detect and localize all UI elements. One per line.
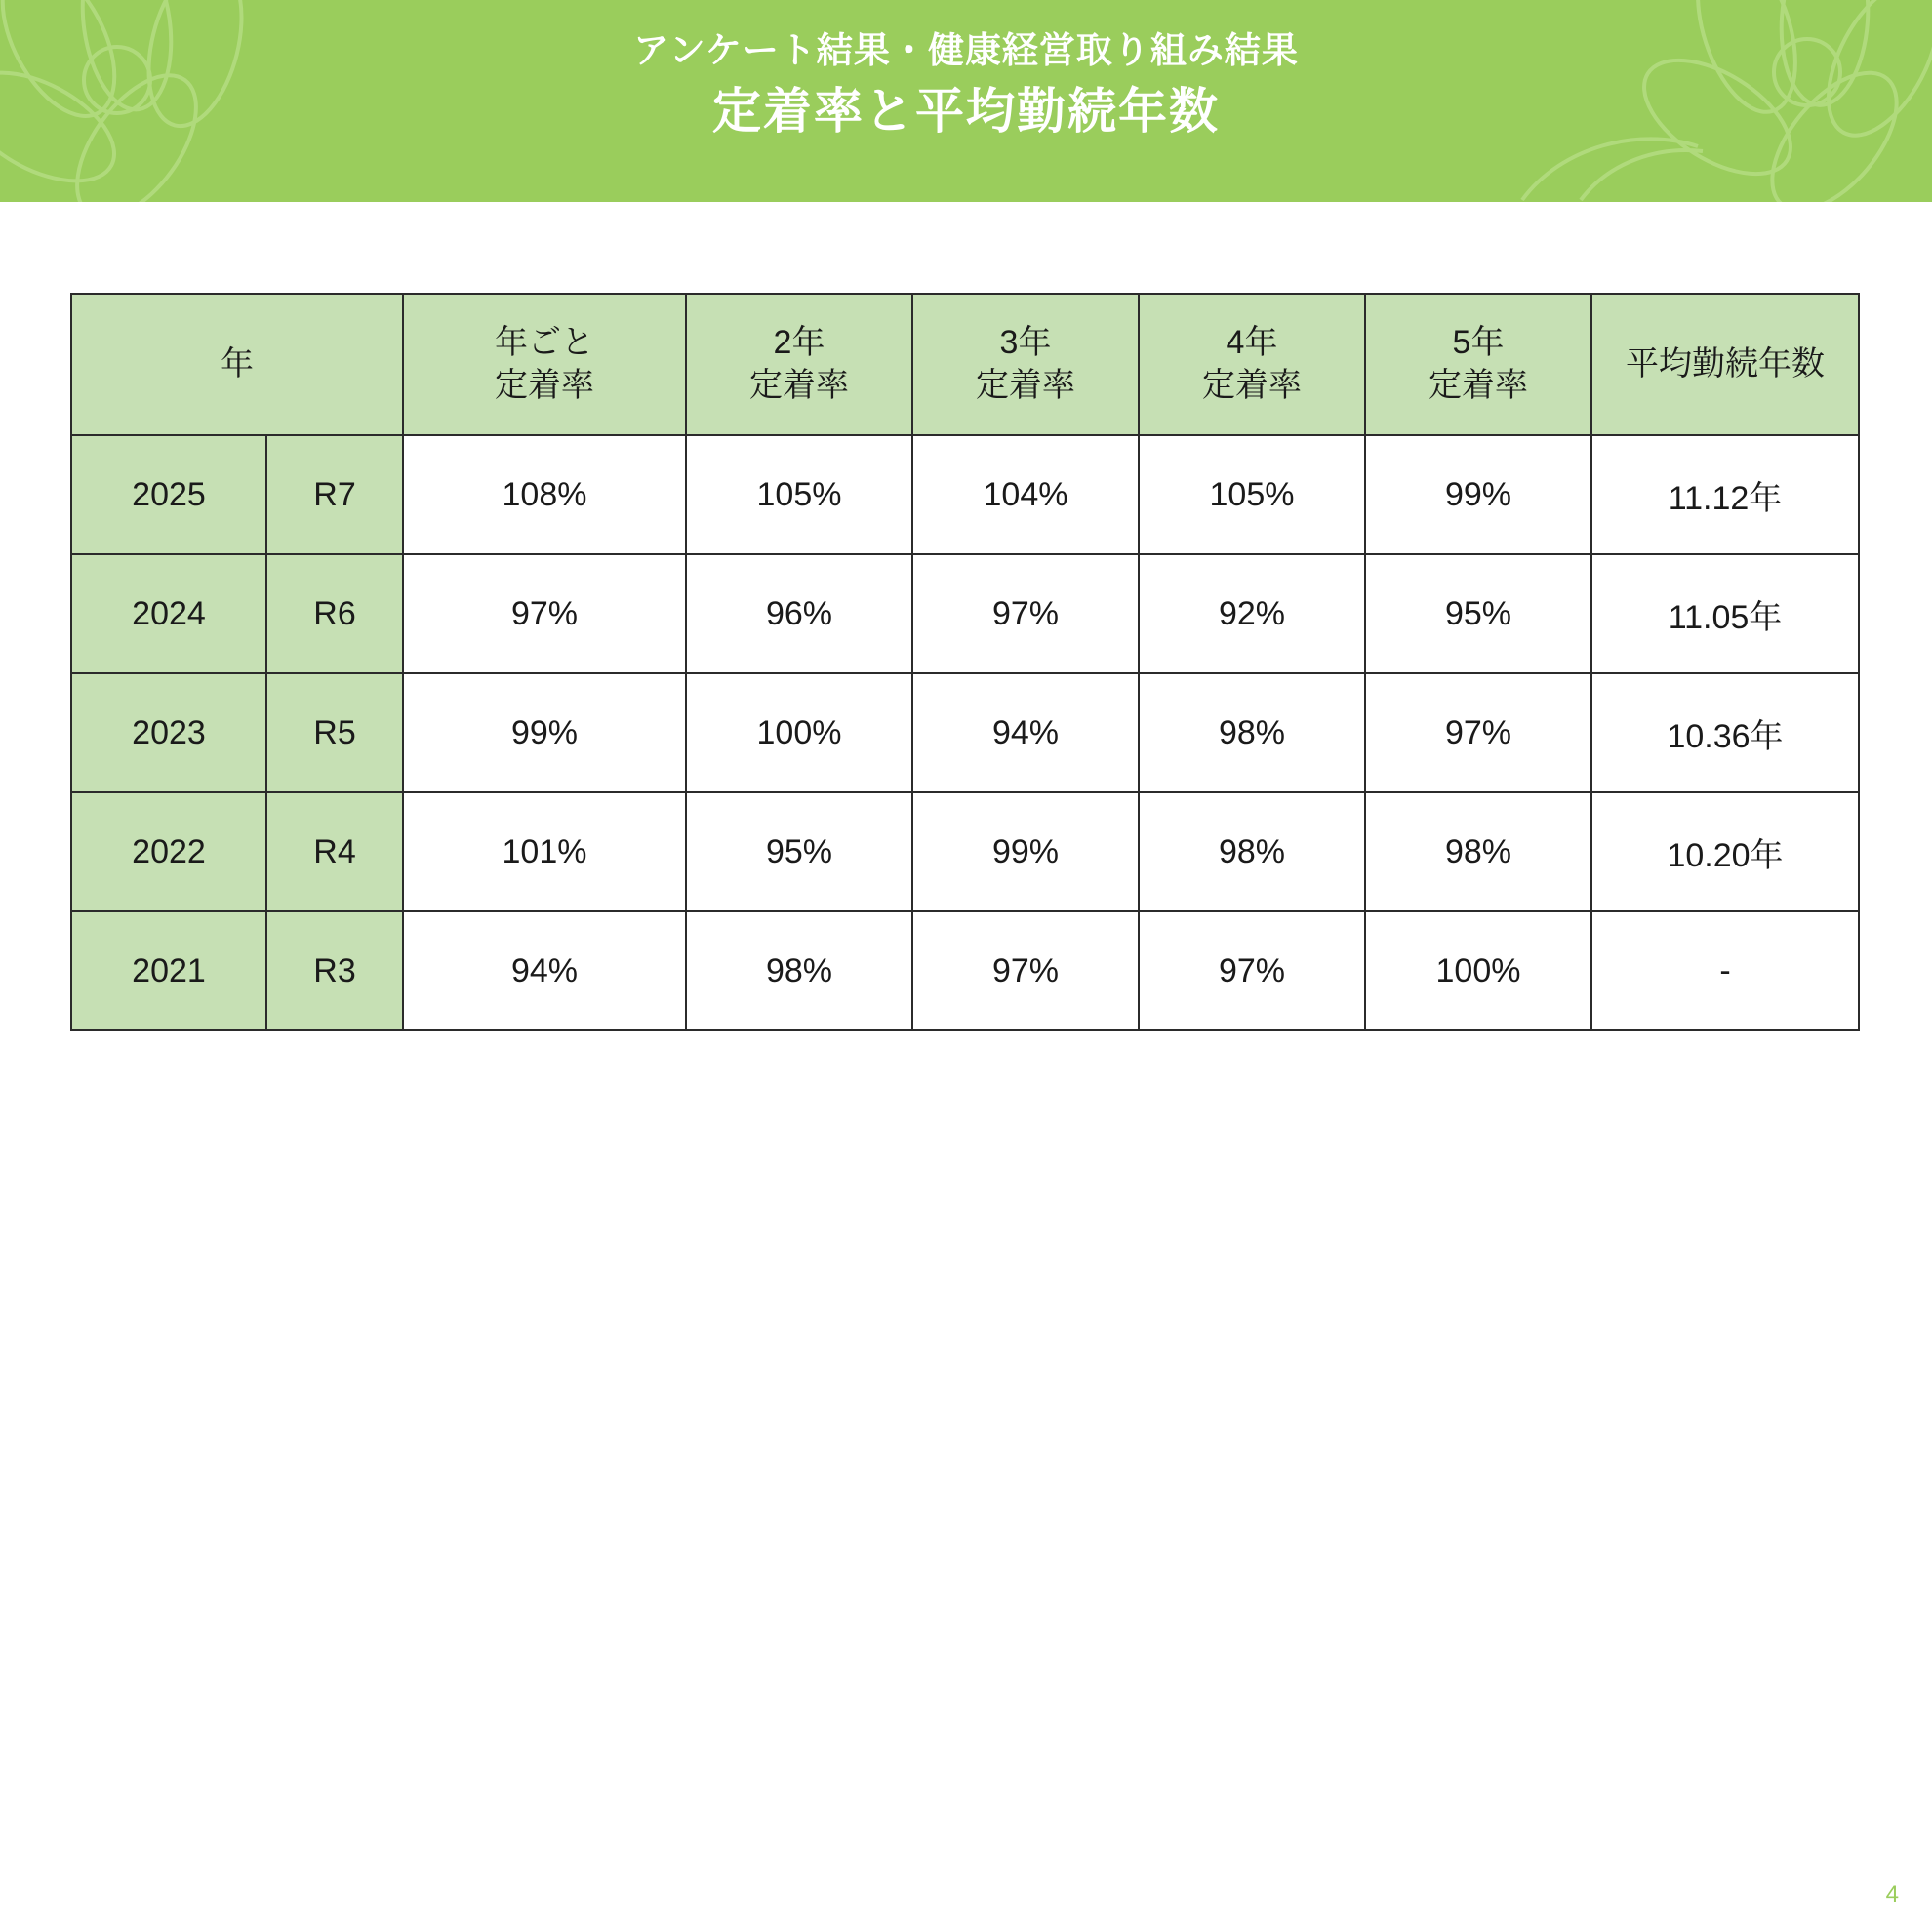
column-header-year-label: 年 [221, 344, 254, 382]
cell-year: 2024 [71, 554, 266, 673]
cell-era: R6 [266, 554, 403, 673]
column-header-rate-2y-sub: 定着率 [749, 366, 849, 404]
retention-table-container [70, 293, 1858, 1031]
cell-rate-3y: 97% [912, 911, 1139, 1030]
page-title: 定着率と平均勤続年数 [712, 84, 1220, 140]
cell-rate-yearly: 99% [403, 673, 686, 792]
retention-table [70, 293, 1860, 1031]
cell-year: 2023 [71, 673, 266, 792]
cell-rate-3y: 99% [912, 792, 1139, 911]
cell-rate-5y: 99% [1365, 435, 1591, 554]
table-row [71, 911, 1859, 1030]
column-header-rate-3y-label: 3年 [999, 323, 1052, 361]
cell-rate-2y: 100% [686, 673, 912, 792]
cell-year: 2021 [71, 911, 266, 1030]
cell-rate-2y: 96% [686, 554, 912, 673]
column-header-rate-yearly-sub: 定着率 [495, 366, 594, 404]
cell-rate-3y: 104% [912, 435, 1139, 554]
cell-avg-tenure: - [1591, 911, 1859, 1030]
table-row [71, 792, 1859, 911]
cell-rate-5y: 97% [1365, 673, 1591, 792]
column-header-year [71, 294, 403, 435]
cell-rate-4y: 98% [1139, 673, 1365, 792]
column-header-rate-5y [1365, 294, 1591, 435]
cell-rate-3y: 94% [912, 673, 1139, 792]
cell-rate-2y: 98% [686, 911, 912, 1030]
column-header-avg-tenure [1591, 294, 1859, 435]
cell-rate-2y: 105% [686, 435, 912, 554]
table-header-row [71, 294, 1859, 435]
header-title-group [0, 0, 1932, 143]
cell-year: 2022 [71, 792, 266, 911]
slide-header-banner [0, 0, 1932, 202]
cell-rate-2y: 95% [686, 792, 912, 911]
table-header [71, 294, 1859, 435]
column-header-rate-3y-sub: 定着率 [976, 366, 1075, 404]
column-header-rate-5y-label: 5年 [1452, 323, 1505, 361]
table-row [71, 673, 1859, 792]
cell-era: R5 [266, 673, 403, 792]
column-header-rate-5y-sub: 定着率 [1429, 366, 1528, 404]
cell-rate-4y: 105% [1139, 435, 1365, 554]
column-header-rate-4y [1139, 294, 1365, 435]
cell-year: 2025 [71, 435, 266, 554]
cell-era: R3 [266, 911, 403, 1030]
cell-rate-4y: 92% [1139, 554, 1365, 673]
column-header-rate-2y [686, 294, 912, 435]
cell-rate-yearly: 101% [403, 792, 686, 911]
cell-rate-4y: 98% [1139, 792, 1365, 911]
cell-avg-tenure: 10.20年 [1591, 792, 1859, 911]
column-header-rate-4y-sub: 定着率 [1202, 366, 1302, 404]
column-header-rate-yearly [403, 294, 686, 435]
cell-avg-tenure: 11.12年 [1591, 435, 1859, 554]
column-header-rate-4y-label: 4年 [1226, 323, 1278, 361]
cell-rate-4y: 97% [1139, 911, 1365, 1030]
cell-rate-yearly: 97% [403, 554, 686, 673]
cell-era: R4 [266, 792, 403, 911]
cell-rate-yearly: 94% [403, 911, 686, 1030]
cell-rate-5y: 95% [1365, 554, 1591, 673]
cell-avg-tenure: 10.36年 [1591, 673, 1859, 792]
page-number: 4 [1885, 1881, 1899, 1908]
column-header-rate-yearly-label: 年ごと [495, 323, 594, 361]
column-header-avg-tenure-label: 平均勤続年数 [1626, 344, 1825, 382]
header-subtitle: アンケート結果・健康経営取り組み結果 [633, 30, 1299, 70]
cell-rate-yearly: 108% [403, 435, 686, 554]
table-row [71, 554, 1859, 673]
cell-era: R7 [266, 435, 403, 554]
table-row [71, 435, 1859, 554]
cell-avg-tenure: 11.05年 [1591, 554, 1859, 673]
cell-rate-5y: 98% [1365, 792, 1591, 911]
column-header-rate-2y-label: 2年 [773, 323, 825, 361]
cell-rate-5y: 100% [1365, 911, 1591, 1030]
column-header-rate-3y [912, 294, 1139, 435]
cell-rate-3y: 97% [912, 554, 1139, 673]
table-body [71, 435, 1859, 1030]
